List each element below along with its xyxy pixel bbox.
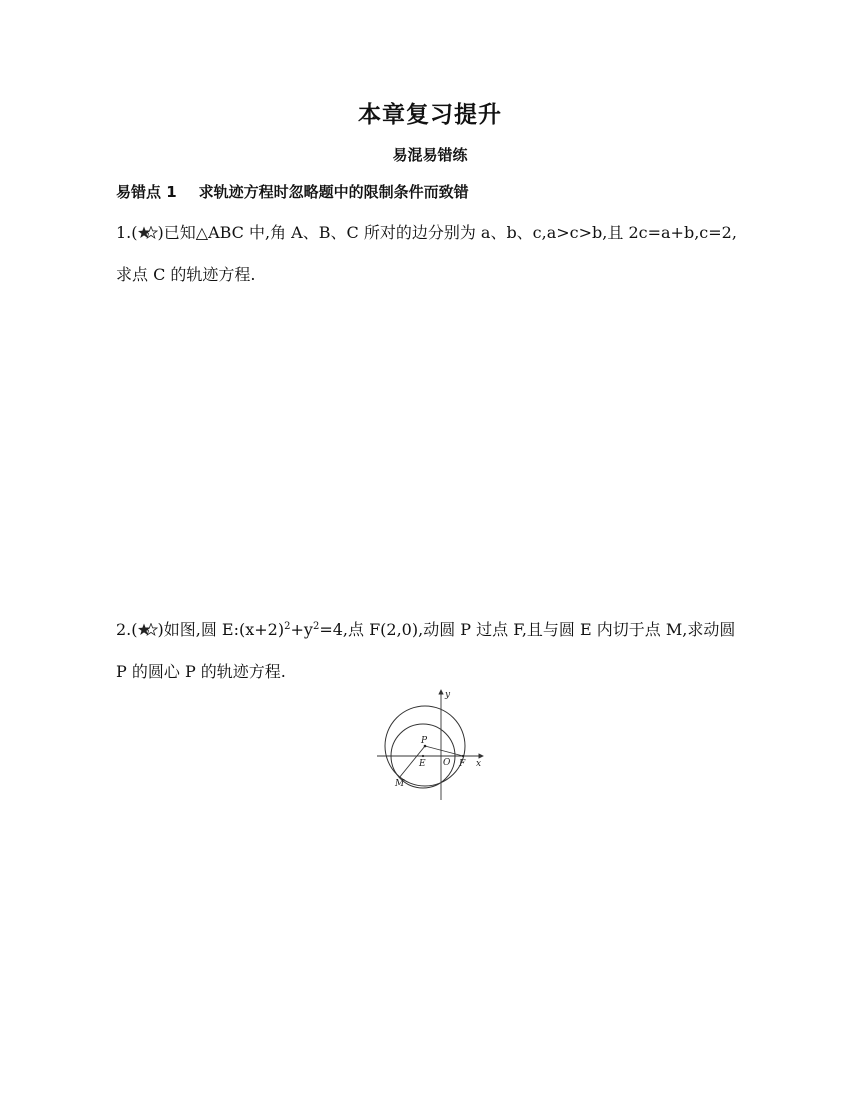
point-e [422, 755, 424, 757]
two-star-rating-icon [138, 215, 158, 255]
problem-2-text-a: )如图,圆 E:(x+2) [157, 620, 285, 639]
problem-2-line-2: P 的圆心 P 的轨迹方程. [116, 662, 286, 681]
label-o: O [443, 758, 451, 768]
error-point-heading [116, 181, 469, 202]
two-star-rating-icon [138, 612, 158, 652]
section-subtitle: 易混易错练 [392, 146, 468, 164]
problem-1-text: )已知△ABC 中,角 A、B、C 所对的边分别为 a、b、c,a>c>b,且 2c=a+b,c=2, [157, 223, 737, 242]
label-p: P [421, 736, 428, 746]
segment-pf [425, 746, 463, 756]
label-e: E [419, 759, 426, 769]
problem-2-text-c: =4,点 F(2,0),动圆 P 过点 F,且与圆 E 内切于点 M,求动圆 [319, 620, 736, 639]
problem-2-line-1 [116, 610, 756, 652]
superscript-2: 2 [312, 621, 320, 632]
problem-2-number: 2.( [116, 620, 138, 639]
problem-2-text-b: +y [290, 620, 313, 639]
problem-1-line-1 [116, 213, 756, 255]
label-y: y [445, 690, 451, 700]
problem-1-line-2: 求点 C 的轨迹方程. [116, 265, 256, 284]
superscript-2: 2 [284, 621, 291, 632]
error-point-title: 求轨迹方程时忽略题中的限制条件而致错 [198, 183, 469, 201]
problem-1-number: 1.( [116, 223, 138, 242]
label-x: x [476, 759, 482, 769]
error-point-label: 易错点 1 [116, 183, 177, 201]
problem-2 [116, 610, 756, 692]
point-f [462, 755, 464, 757]
label-m: M [395, 779, 405, 789]
page-title: 本章复习提升 [358, 102, 502, 128]
label-f: F [459, 759, 466, 769]
problem-1 [116, 213, 756, 295]
circle-diagram [375, 688, 487, 802]
